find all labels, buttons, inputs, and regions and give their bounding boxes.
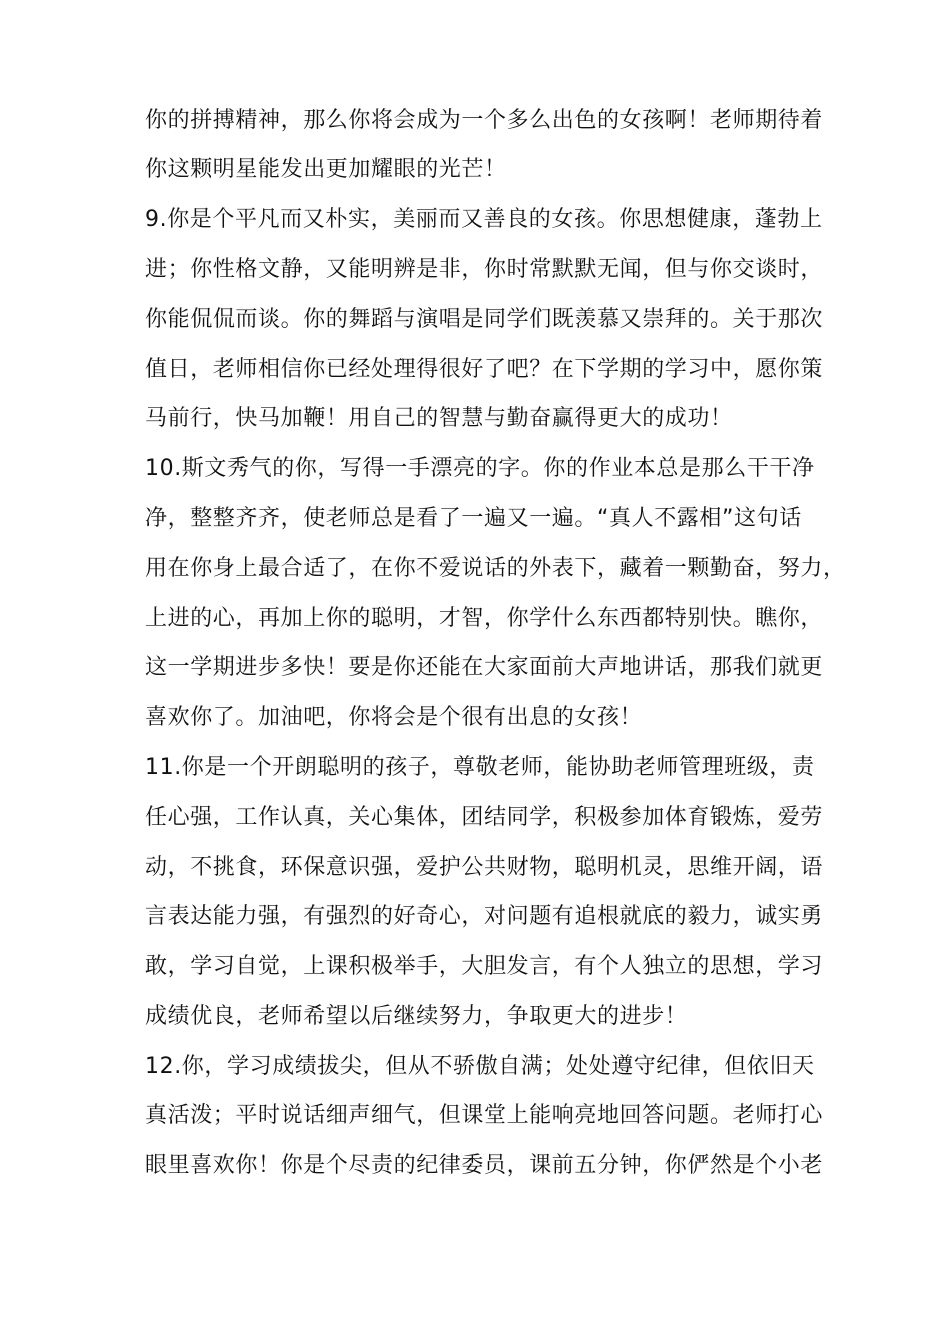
text-line: 喜欢你了。加油吧，你将会是个很有出息的女孩！: [145, 705, 643, 730]
text-line: 成绩优良，老师希望以后继续努力，争取更大的进步！: [145, 1004, 688, 1029]
text-line: 10.斯文秀气的你，写得一手漂亮的字。你的作业本总是那么干干净: [145, 456, 815, 481]
text-line: 用在你身上最合适了，在你不爱说话的外表下，藏着一颗勤奋，努力，: [145, 556, 846, 581]
text-line: 眼里喜欢你！你是个尽责的纪律委员，课前五分钟，你俨然是个小老: [145, 1153, 824, 1178]
text-line: 你这颗明星能发出更加耀眼的光芒！: [145, 157, 507, 182]
text-line: 你能侃侃而谈。你的舞蹈与演唱是同学们既羡慕又崇拜的。关于那次: [145, 307, 824, 332]
text-line: 言表达能力强，有强烈的好奇心，对问题有追根就底的毅力，诚实勇: [145, 904, 824, 929]
text-line: 11.你是一个开朗聪明的孩子，尊敬老师，能协助老师管理班级，责: [145, 755, 815, 780]
text-line: 进；你性格文静，又能明辨是非，你时常默默无闻，但与你交谈时，: [145, 257, 824, 282]
text-line: 上进的心，再加上你的聪明，才智，你学什么东西都特别快。瞧你，: [145, 606, 824, 631]
text-line: 净，整整齐齐，使老师总是看了一遍又一遍。“真人不露相”这句话: [145, 506, 802, 531]
text-line: 9.你是个平凡而又朴实，美丽而又善良的女孩。你思想健康，蓬勃上: [145, 207, 823, 232]
text-line: 这一学期进步多快！要是你还能在大家面前大声地讲话，那我们就更: [145, 655, 824, 680]
text-line: 真活泼；平时说话细声细气，但课堂上能响亮地回答问题。老师打心: [145, 1103, 824, 1128]
text-line: 动，不挑食，环保意识强，爱护公共财物，聪明机灵，思维开阔，语: [145, 855, 824, 880]
text-line: 敢，学习自觉，上课积极举手，大胆发言，有个人独立的思想，学习: [145, 954, 824, 979]
text-line: 马前行，快马加鞭！用自己的智慧与勤奋赢得更大的成功！: [145, 406, 733, 431]
text-line: 任心强，工作认真，关心集体，团结同学，积极参加体育锻炼，爱劳: [145, 805, 824, 830]
text-line: 你的拼搏精神，那么你将会成为一个多么出色的女孩啊！老师期待着: [145, 108, 824, 133]
text-line: 值日，老师相信你已经处理得很好了吧？在下学期的学习中，愿你策: [145, 357, 824, 382]
text-line: 12.你，学习成绩拔尖，但从不骄傲自满；处处遵守纪律，但依旧天: [145, 1054, 815, 1079]
